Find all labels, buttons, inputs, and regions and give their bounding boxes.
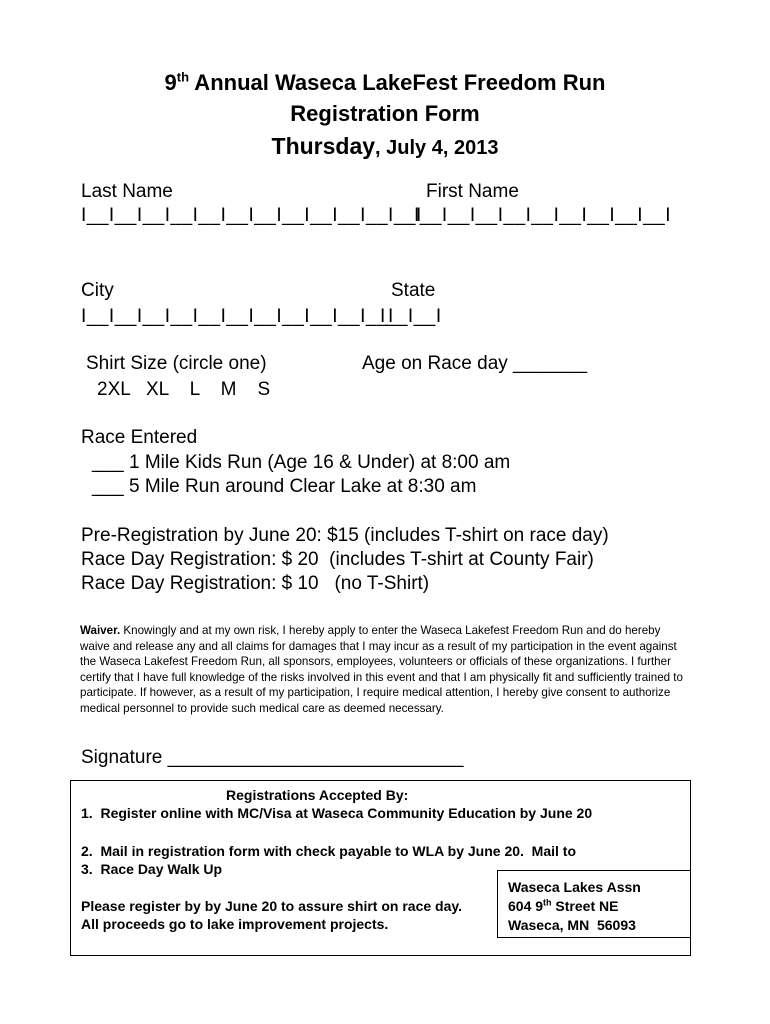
state-label: State	[391, 280, 436, 301]
shirt-size-options[interactable]: 2XL XL L M S	[97, 379, 271, 400]
last-name-boxes[interactable]: I__I__I__I__I__I__I__I__I__I__I__I__I	[81, 205, 422, 226]
form-title-line1: 9th Annual Waseca LakeFest Freedom Run	[164, 69, 606, 95]
shirt-size-label: Shirt Size (circle one)	[86, 353, 267, 374]
fee-pre-registration: Pre-Registration by June 20: $15 (includes T-shirt on race day)	[81, 525, 609, 546]
address-line-1: Waseca Lakes Assn	[508, 879, 641, 895]
waiver-text	[80, 623, 690, 717]
registration-option-online: 1. Register online with MC/Visa at Waseca Community Education by June 20	[81, 805, 593, 821]
state-boxes[interactable]: I__I__I	[380, 306, 442, 327]
registration-note-proceeds: All proceeds go to lake improvement projects.	[81, 916, 389, 932]
registration-heading: Registrations Accepted By:	[226, 787, 409, 803]
mailing-address-box	[497, 870, 691, 938]
registration-option-mail: 2. Mail in registration form with check payable to WLA by June 20. Mail to	[81, 843, 577, 859]
race-option-1-mile[interactable]: ___ 1 Mile Kids Run (Age 16 & Under) at 8:00 am	[92, 452, 511, 473]
waiver-body: Knowingly and at my own risk, I hereby apply to enter the Waseca Lakefest Freedom Run and do hereby waive and release any and all claims for damages that I may incur as a result of my participation in the event against the Waseca Lakefest Freedom Run, all sponsors, employees, volunteers or officials of these organizations. I further certify that I have full knowledge of the risks involved in this event and that I am physically fit and sufficiently trained to participate. If however, as a result of my participation, I require medical attention, I hereby give consent to authorize medical personnel to provide such medical care as deemed necessary.	[80, 624, 683, 715]
registration-note-shirt: Please register by by June 20 to assure shirt on race day.	[81, 898, 463, 914]
fee-race-day-no-shirt: Race Day Registration: $ 10 (no T-Shirt)	[81, 573, 430, 594]
signature-field[interactable]: Signature ____________________________	[81, 747, 464, 768]
race-option-5-mile[interactable]: ___ 5 Mile Run around Clear Lake at 8:30 am	[92, 476, 477, 497]
city-label: City	[81, 280, 114, 301]
fee-race-day-shirt: Race Day Registration: $ 20 (includes T-shirt at County Fair)	[81, 549, 594, 570]
first-name-label: First Name	[426, 181, 519, 202]
age-field[interactable]: Age on Race day _______	[362, 353, 588, 374]
form-title-line2: Registration Form	[290, 101, 480, 126]
last-name-label: Last Name	[81, 181, 173, 202]
first-name-boxes[interactable]: I__I__I__I__I__I__I__I__I__I	[414, 205, 671, 226]
address-line-2: 604 9th Street NE	[508, 897, 619, 914]
form-date: Thursday, July 4, 2013	[271, 133, 499, 159]
registration-option-walkup: 3. Race Day Walk Up	[81, 861, 223, 877]
race-entered-label: Race Entered	[81, 427, 198, 448]
city-boxes[interactable]: I__I__I__I__I__I__I__I__I__I__I__I	[81, 306, 394, 327]
waiver-heading: Waiver.	[80, 624, 121, 637]
address-line-3: Waseca, MN 56093	[508, 917, 636, 933]
